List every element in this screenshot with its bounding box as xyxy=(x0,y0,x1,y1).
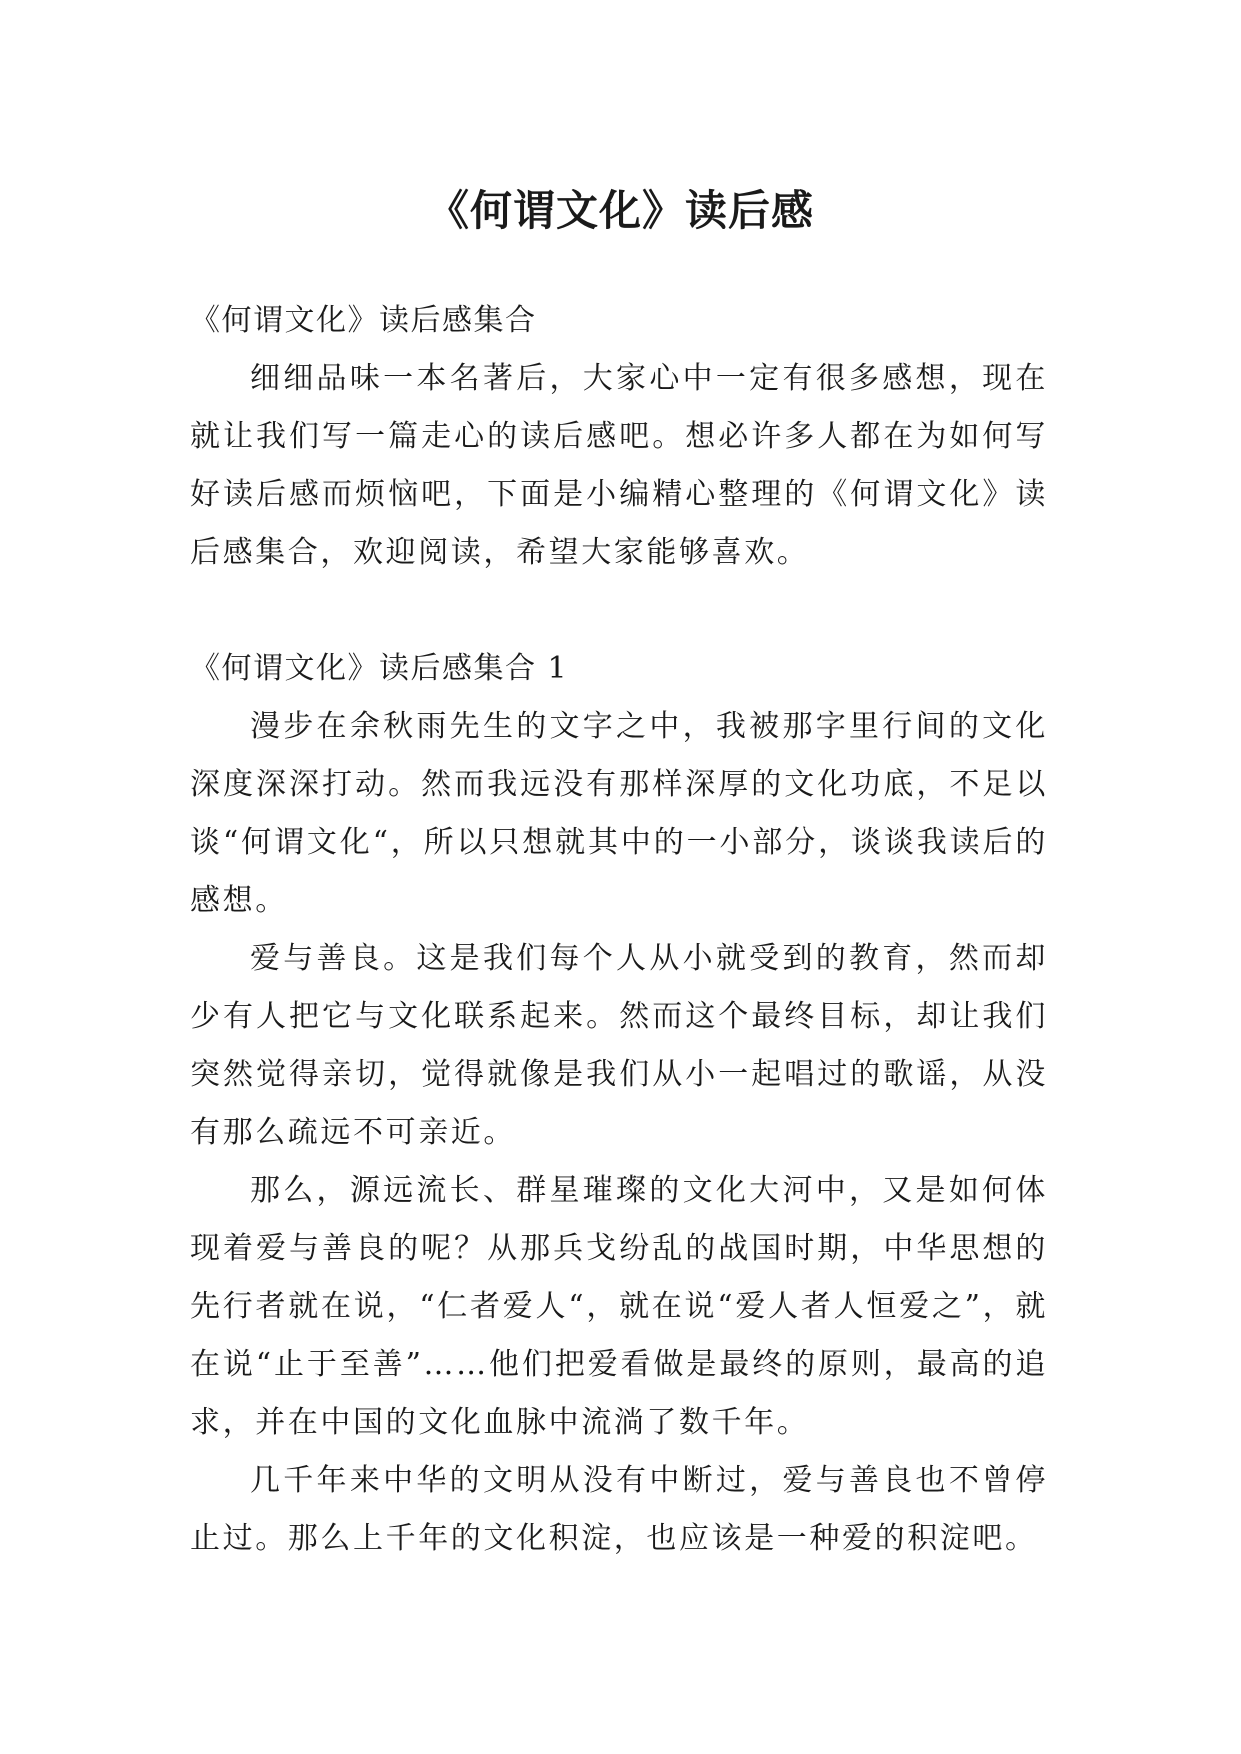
document-body xyxy=(190,292,1048,1568)
intro-paragraph: 细细品味一本名著后，大家心中一定有很多感想，现在就让我们写一篇走心的读后感吧。想必许多人都在为如何写好读后感而烦恼吧，下面是小编精心整理的《何谓文化》读后感集合，欢迎阅读，希望大家能够喜欢。 xyxy=(190,361,1048,570)
section-spacer xyxy=(190,582,1048,640)
section1-heading: 《何谓文化》读后感集合 1 xyxy=(190,651,569,686)
section1-paragraph-2: 爱与善良。这是我们每个人从小就受到的教育，然而却少有人把它与文化联系起来。然而这个最终目标，却让我们突然觉得亲切，觉得就像是我们从小一起唱过的歌谣，从没有那么疏远不可亲近。 xyxy=(190,941,1048,1150)
intro-heading: 《何谓文化》读后感集合 xyxy=(190,303,537,338)
section1-paragraph-4: 几千年来中华的文明从没有中断过，爱与善良也不曾停止过。那么上千年的文化积淀，也应该是一种爱的积淀吧。 xyxy=(190,1463,1048,1556)
section1-paragraph-1: 漫步在余秋雨先生的文字之中，我被那字里行间的文化深度深深打动。然而我远没有那样深厚的文化功底，不足以谈“何谓文化“，所以只想就其中的一小部分，谈谈我读后的感想。 xyxy=(190,709,1048,918)
section1-paragraph-3: 那么，源远流长、群星璀璨的文化大河中，又是如何体现着爱与善良的呢？从那兵戈纷乱的战国时期，中华思想的先行者就在说，“仁者爱人“，就在说“爱人者人恒爱之”，就在说“止于至善”……他们把爱看做是最终的原则，最高的追求，并在中国的文化血脉中流淌了数千年。 xyxy=(190,1173,1048,1440)
document-title: 《何谓文化》读后感 xyxy=(426,186,814,236)
